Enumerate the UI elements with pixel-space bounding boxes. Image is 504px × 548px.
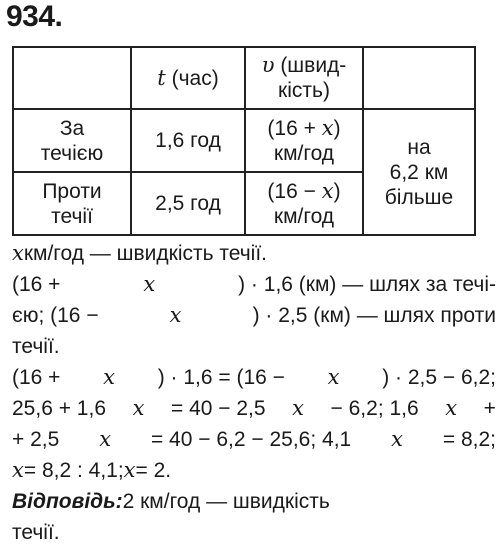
solution-line: єю; (16 − x ) · 2,5 (км) — шлях проти bbox=[12, 303, 496, 327]
time-unit-label: (час) bbox=[165, 66, 219, 90]
header-note-cell bbox=[363, 47, 475, 109]
speed-cell bbox=[245, 172, 363, 235]
answer-label: Відповідь: bbox=[12, 490, 123, 513]
solution-line: течії. bbox=[12, 335, 60, 358]
speed-expression: (16 − x) bbox=[267, 178, 341, 203]
speed-unit: км/год bbox=[273, 204, 335, 228]
solution-line: + 2,5 x = 40 − 6,2 − 25,6; 4,1 x = 8,2; bbox=[12, 427, 496, 451]
solution-line: (16 + x ) · 1,6 (км) — шлях за течі- bbox=[12, 272, 496, 296]
speed-cell bbox=[245, 109, 363, 172]
speed-label-line2: кість) bbox=[278, 79, 330, 102]
note-line3: більше bbox=[384, 185, 454, 209]
solution-line: x км/год — швидкість течії. bbox=[12, 241, 268, 265]
time-cell: 1,6 год bbox=[131, 109, 245, 172]
time-cell: 2,5 год bbox=[131, 172, 245, 235]
time-variable: t bbox=[157, 65, 166, 90]
row-label-line1: Проти bbox=[42, 179, 102, 203]
solution-line: течії. bbox=[12, 521, 60, 544]
speed-variable: υ bbox=[261, 53, 275, 77]
data-table bbox=[12, 46, 476, 236]
row-label-cell bbox=[13, 172, 131, 235]
note-line2: 6,2 км bbox=[389, 160, 449, 184]
header-empty-cell bbox=[13, 47, 131, 109]
solution-line: x = 8,2 : 4,1; x = 2. bbox=[12, 458, 172, 482]
table-header-row bbox=[13, 47, 475, 109]
row-label-line2: течії bbox=[51, 204, 93, 228]
header-time-cell bbox=[131, 47, 245, 109]
answer-text: 2 км/год — швидкість bbox=[122, 490, 330, 513]
solution-text bbox=[12, 238, 496, 548]
header-speed-cell bbox=[245, 47, 363, 109]
table-row bbox=[13, 109, 475, 172]
note-line1: на bbox=[407, 135, 431, 159]
problem-number: 934. bbox=[6, 0, 63, 33]
row-label-line1: За bbox=[59, 116, 85, 140]
answer-line bbox=[12, 486, 496, 517]
row-label-line2: течією bbox=[40, 141, 104, 165]
speed-label-line1: (швид- bbox=[274, 54, 347, 77]
speed-expression: (16 + x) bbox=[267, 115, 341, 140]
row-label-cell bbox=[13, 109, 131, 172]
speed-unit: км/год bbox=[273, 141, 335, 165]
solution-line: 25,6 + 1,6 x = 40 − 2,5 x − 6,2; 1,6 x + bbox=[12, 396, 496, 420]
difference-note-cell bbox=[363, 109, 475, 235]
solution-line: (16 + x ) · 1,6 = (16 − x ) · 2,5 − 6,2; bbox=[12, 365, 496, 389]
